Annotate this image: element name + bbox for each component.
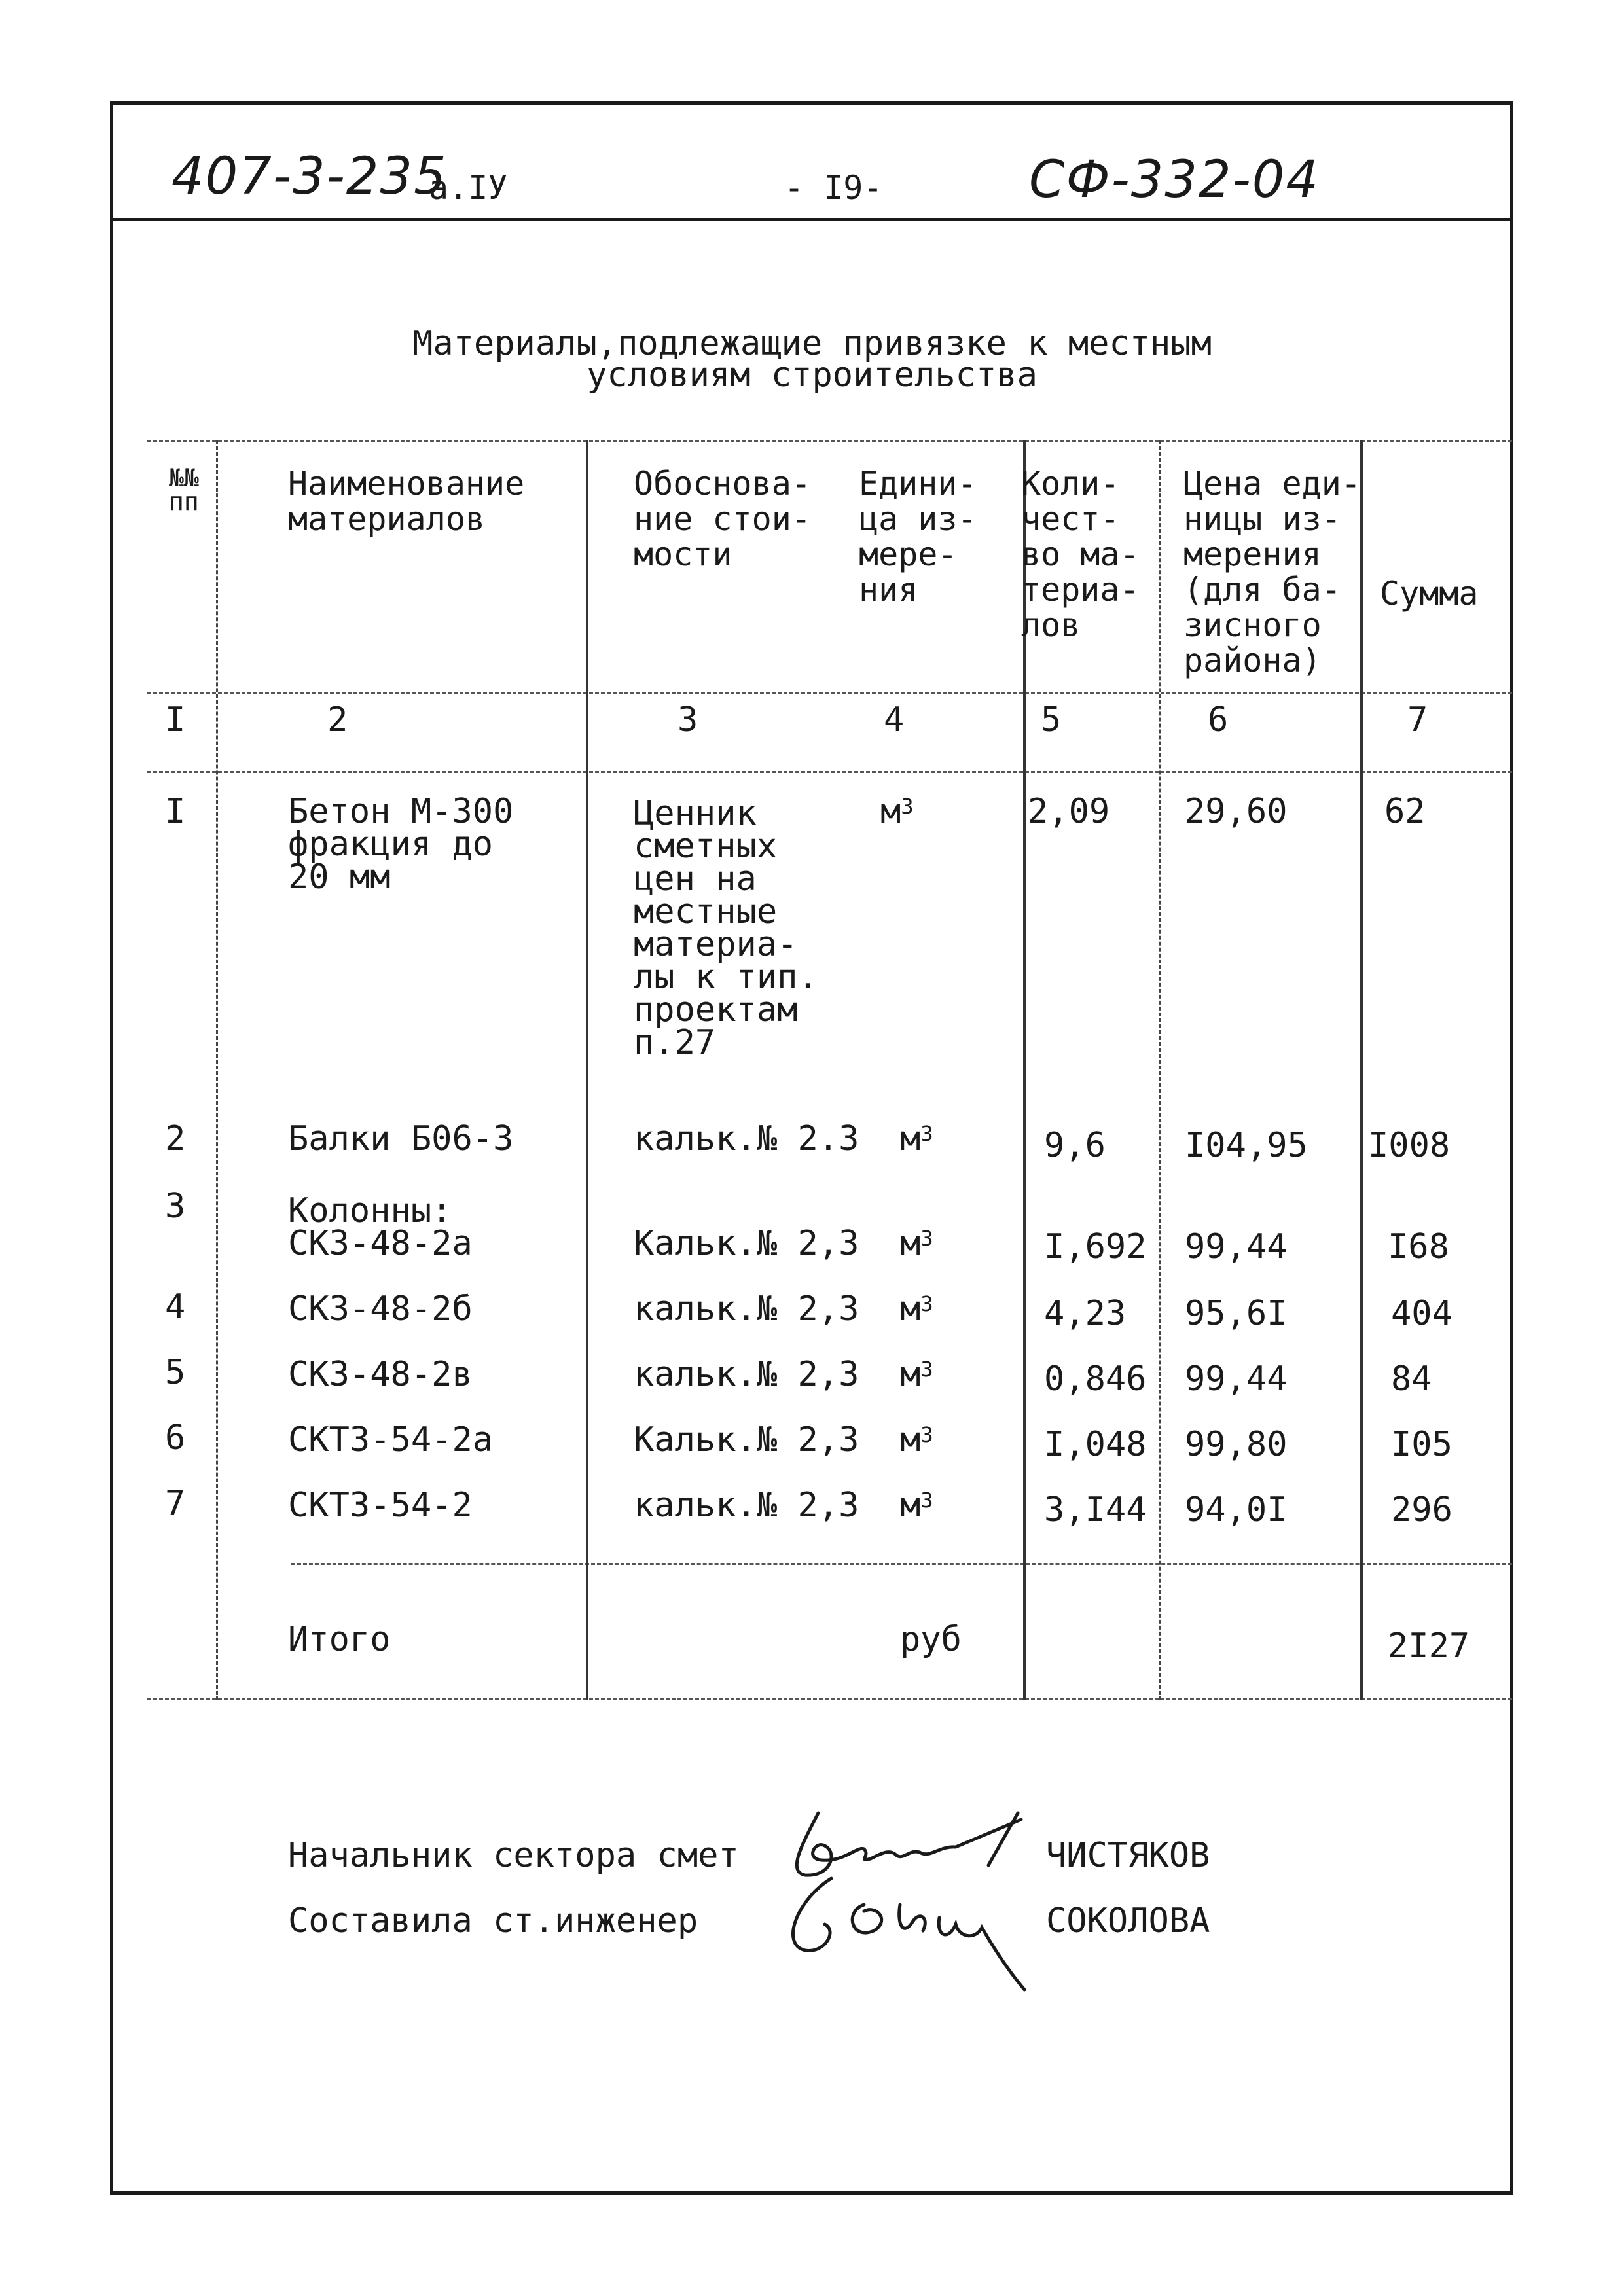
row-1-sum: 62 — [1384, 792, 1426, 831]
row-7-unit: $м^3$ — [900, 1486, 933, 1525]
row-2-qty: 9,6 — [1044, 1126, 1106, 1165]
row-1-basis: Ценник сметных цен на местные материа- лы к тип. проектам п.27 — [634, 794, 818, 1062]
row-5-price: 99,44 — [1185, 1359, 1288, 1399]
col-num-7: 7 — [1407, 700, 1428, 740]
row-3-unit: $м^3$ — [900, 1224, 933, 1263]
col-header-price: Цена еди- ницы из- мерения (для ба- зисного района) — [1183, 465, 1361, 679]
row-4-unit: $м^3$ — [900, 1289, 933, 1329]
row-3-qty: I,692 — [1044, 1227, 1147, 1266]
row-2-unit: $м^3$ — [900, 1119, 933, 1158]
row-2-name: Балки Б06-3 — [288, 1119, 514, 1158]
row-7-sum: 296 — [1391, 1490, 1453, 1530]
col-num-1: I — [165, 700, 186, 740]
row-4-no: 4 — [165, 1287, 186, 1327]
album-number: а.IУ — [429, 169, 508, 207]
page-title: Материалы,подлежащие привязке к местным — [412, 324, 1212, 363]
table-top-line — [147, 440, 1512, 442]
col-header-name: Наименование материалов — [288, 465, 525, 538]
total-label: Итого — [288, 1620, 391, 1659]
col-divider-1 — [216, 440, 218, 1700]
signature-role-1: Начальник сектора смет — [288, 1836, 739, 1875]
signature-name-1: ЧИСТЯКОВ — [1046, 1836, 1210, 1875]
table-bottom-line — [147, 1698, 1512, 1700]
row-7-name: СКТ3-54-2 — [288, 1486, 473, 1525]
doc-code: 407-3-235 — [171, 147, 448, 206]
col-num-4: 4 — [884, 700, 905, 740]
row-3-name: Колонны: СК3-48-2а — [288, 1191, 473, 1263]
row-6-price: 99,80 — [1185, 1425, 1288, 1464]
row-4-name: СК3-48-2б — [288, 1289, 473, 1329]
page-subtitle: условиям строительства — [586, 355, 1038, 395]
total-unit: руб — [900, 1620, 962, 1659]
row-3-no: 3 — [165, 1187, 186, 1226]
row-2-basis: кальк.№ 2.3 — [634, 1119, 859, 1158]
total-sum: 2I27 — [1388, 1626, 1470, 1666]
row-5-no: 5 — [165, 1353, 186, 1392]
header-bottom-line — [147, 692, 1512, 694]
row-2-price: I04,95 — [1185, 1126, 1308, 1165]
row-3-sum: I68 — [1388, 1227, 1449, 1266]
row-3-price: 99,44 — [1185, 1227, 1288, 1266]
row-6-sum: I05 — [1391, 1425, 1453, 1464]
signature-name-2: СОКОЛОВА — [1046, 1901, 1210, 1941]
row-1-no: I — [165, 792, 186, 831]
row-2-no: 2 — [165, 1119, 186, 1158]
col-divider-2 — [586, 440, 588, 1700]
col-num-5: 5 — [1041, 700, 1062, 740]
col-num-3: 3 — [677, 700, 698, 740]
row-6-name: СКТ3-54-2а — [288, 1420, 494, 1460]
col-divider-5 — [1159, 440, 1161, 1700]
row-4-price: 95,6I — [1185, 1294, 1288, 1333]
row-5-sum: 84 — [1391, 1359, 1432, 1399]
row-7-no: 7 — [165, 1484, 186, 1523]
row-6-qty: I,048 — [1044, 1425, 1147, 1464]
series-code: СФ-332-04 — [1029, 151, 1320, 209]
row-4-sum: 404 — [1391, 1294, 1453, 1333]
col-header-basis: Обоснова- ние стои- мости — [634, 465, 811, 573]
row-4-basis: кальк.№ 2,3 — [634, 1289, 859, 1329]
row-1-unit: $м^3$ — [880, 792, 914, 831]
col-header-sum: Сумма — [1380, 575, 1479, 613]
row-5-unit: $м^3$ — [900, 1355, 933, 1394]
signature-role-2: Составила ст.инженер — [288, 1901, 698, 1941]
row-6-no: 6 — [165, 1418, 186, 1458]
col-header-no: №№ пп — [169, 463, 199, 516]
row-6-unit: $м^3$ — [900, 1420, 933, 1460]
row-1-qty: 2,09 — [1028, 792, 1110, 831]
handwritten-signature-icon — [759, 1800, 1060, 1996]
col-num-2: 2 — [327, 700, 348, 740]
col-num-6: 6 — [1208, 700, 1229, 740]
page-number: - I9- — [784, 169, 883, 207]
row-7-price: 94,0I — [1185, 1490, 1288, 1530]
row-5-name: СК3-48-2в — [288, 1355, 473, 1394]
col-header-qty: Коли- чест- во ма- териа- лов — [1021, 465, 1140, 644]
row-4-qty: 4,23 — [1044, 1294, 1127, 1333]
header-divider — [110, 218, 1513, 221]
row-1-price: 29,60 — [1185, 792, 1288, 831]
row-5-basis: кальк.№ 2,3 — [634, 1355, 859, 1394]
col-header-unit: Едини- ца из- мере- ния — [859, 465, 977, 609]
total-top-line — [291, 1563, 1512, 1565]
row-2-sum: I008 — [1368, 1126, 1451, 1165]
row-6-basis: Кальк.№ 2,3 — [634, 1420, 859, 1460]
row-7-qty: 3,I44 — [1044, 1490, 1147, 1530]
row-5-qty: 0,846 — [1044, 1359, 1147, 1399]
row-3-basis: Кальк.№ 2,3 — [634, 1224, 859, 1263]
row-7-basis: кальк.№ 2,3 — [634, 1486, 859, 1525]
colnum-bottom-line — [147, 771, 1512, 773]
row-1-name: Бетон М-300 фракция до 20 мм — [288, 792, 514, 897]
